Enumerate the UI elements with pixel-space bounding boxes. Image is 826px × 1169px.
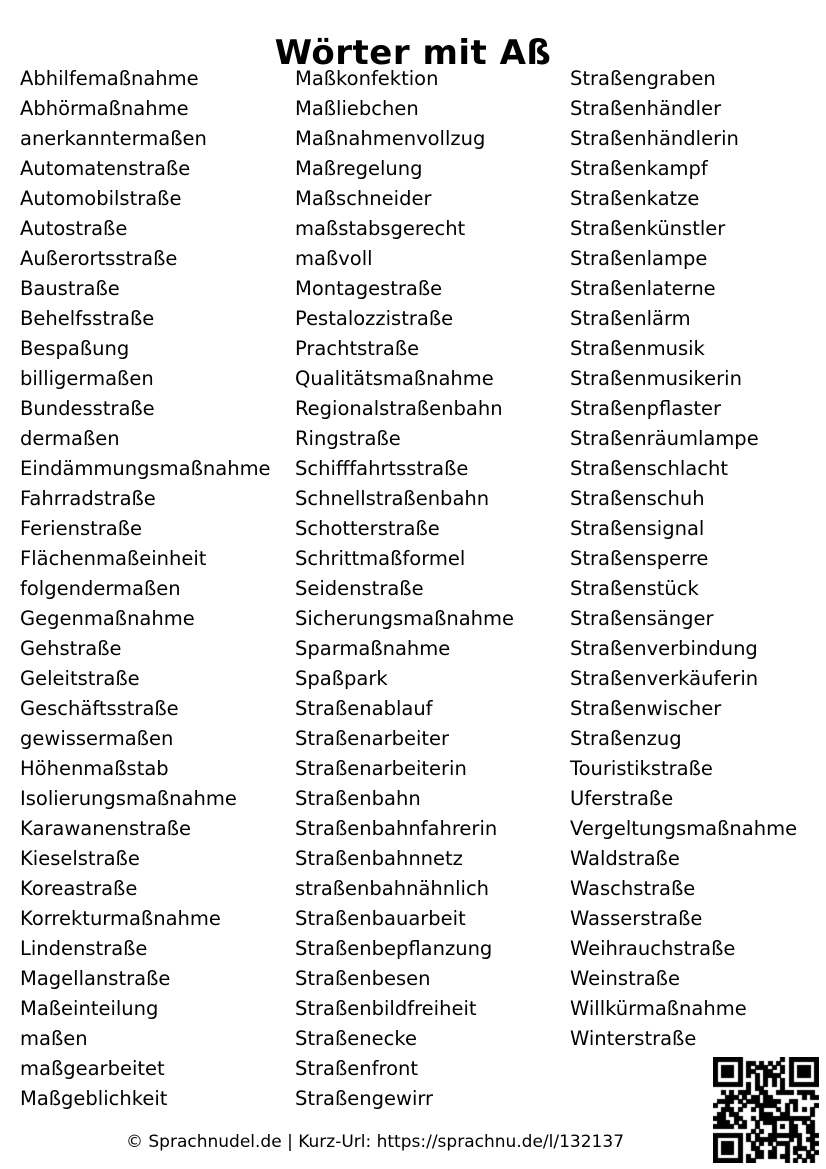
word-list-item: Straßenstück	[570, 577, 699, 600]
word-list-item: Behelfsstraße	[20, 307, 155, 330]
word-list-item: Straßenbahnfahrerin	[295, 817, 498, 840]
word-list-item: Straßenecke	[295, 1027, 417, 1050]
word-list-item: Straßenbauarbeit	[295, 907, 466, 930]
word-list-item: Koreastraße	[20, 877, 138, 900]
word-list-item: Gegenmaßnahme	[20, 607, 195, 630]
word-list-item: Maßgeblichkeit	[20, 1087, 168, 1110]
word-list-item: Automobilstraße	[20, 187, 182, 210]
word-list-item: Straßenräumlampe	[570, 427, 759, 450]
word-list-item: Montagestraße	[295, 277, 443, 300]
word-column-1	[20, 64, 295, 1114]
word-list-item: Weinstraße	[570, 967, 680, 990]
word-list-item: Straßenverkäuferin	[570, 667, 759, 690]
word-list-item: Waschstraße	[570, 877, 696, 900]
word-column-2	[295, 64, 570, 1114]
word-list-item: Vergeltungsmaßnahme	[570, 817, 798, 840]
word-list-item: Straßenbahnnetz	[295, 847, 463, 870]
word-list-item: straßenbahnähnlich	[295, 877, 490, 900]
word-list-item: Straßenkatze	[570, 187, 700, 210]
word-list-item: Uferstraße	[570, 787, 674, 810]
word-list-item: Abhörmaßnahme	[20, 97, 189, 120]
word-list-item: Straßengewirr	[295, 1087, 434, 1110]
word-list-item: Straßenhändler	[570, 97, 722, 120]
word-list-item: Waldstraße	[570, 847, 680, 870]
word-list-item: Straßenarbeiter	[295, 727, 450, 750]
word-list-item: Gehstraße	[20, 637, 122, 660]
word-list-item: Straßenfront	[295, 1057, 419, 1080]
word-list-item: Willkürmaßnahme	[570, 997, 747, 1020]
word-list-item: Wasserstraße	[570, 907, 703, 930]
word-list-item: maßen	[20, 1027, 88, 1050]
qr-code-icon	[713, 1057, 819, 1163]
word-list-item: Geschäftsstraße	[20, 697, 179, 720]
word-list-item: Straßenmusik	[570, 337, 705, 360]
word-list-item: Straßenverbindung	[570, 637, 758, 660]
word-list-item: Maßregelung	[295, 157, 423, 180]
word-list	[20, 64, 806, 1114]
word-list-item: Flächenmaßeinheit	[20, 547, 207, 570]
word-list-item: Maßschneider	[295, 187, 432, 210]
word-list-item: Korrekturmaßnahme	[20, 907, 221, 930]
word-list-item: Maßliebchen	[295, 97, 419, 120]
word-list-item: Eindämmungsmaßnahme	[20, 457, 271, 480]
word-list-item: Fahrradstraße	[20, 487, 156, 510]
word-list-item: Baustraße	[20, 277, 120, 300]
word-list-item: Schotterstraße	[295, 517, 440, 540]
word-list-item: Bespaßung	[20, 337, 130, 360]
word-list-item: Automatenstraße	[20, 157, 191, 180]
page-title: Wörter mit Aß	[274, 32, 552, 73]
word-list-item: billigermaßen	[20, 367, 154, 390]
word-list-item: folgendermaßen	[20, 577, 181, 600]
word-list-item: Straßensperre	[570, 547, 709, 570]
word-list-item: Straßenlärm	[570, 307, 691, 330]
word-list-item: Straßenkünstler	[570, 217, 726, 240]
word-list-item: Straßenbildfreiheit	[295, 997, 477, 1020]
word-list-item: Schifffahrtsstraße	[295, 457, 469, 480]
word-list-item: Straßenbahn	[295, 787, 421, 810]
word-list-item: Regionalstraßenbahn	[295, 397, 503, 420]
word-list-item: Kieselstraße	[20, 847, 140, 870]
word-list-item: Straßensignal	[570, 517, 705, 540]
word-list-item: Seidenstraße	[295, 577, 424, 600]
word-list-item: Straßenzug	[570, 727, 682, 750]
word-list-item: Maßkonfektion	[295, 67, 439, 90]
word-list-item: Geleitstraße	[20, 667, 140, 690]
word-list-item: Straßensänger	[570, 607, 714, 630]
word-list-item: Prachtstraße	[295, 337, 420, 360]
word-list-item: Isolierungsmaßnahme	[20, 787, 237, 810]
word-list-item: Qualitätsmaßnahme	[295, 367, 494, 390]
word-list-item: Schrittmaßformel	[295, 547, 466, 570]
word-list-item: Straßenmusikerin	[570, 367, 742, 390]
word-list-item: Sparmaßnahme	[295, 637, 451, 660]
word-list-item: Außerortsstraße	[20, 247, 178, 270]
word-list-item: Straßenwischer	[570, 697, 722, 720]
word-list-item: Maßeinteilung	[20, 997, 159, 1020]
word-list-item: Spaßpark	[295, 667, 388, 690]
word-list-item: Straßenkampf	[570, 157, 708, 180]
word-list-item: Pestalozzistraße	[295, 307, 454, 330]
word-list-item: maßstabsgerecht	[295, 217, 466, 240]
word-list-item: Abhilfemaßnahme	[20, 67, 199, 90]
word-list-item: Straßenschlacht	[570, 457, 728, 480]
word-list-item: Straßenschuh	[570, 487, 705, 510]
word-list-item: Ringstraße	[295, 427, 401, 450]
word-list-item: maßvoll	[295, 247, 373, 270]
word-list-item: Höhenmaßstab	[20, 757, 169, 780]
word-list-item: maßgearbeitet	[20, 1057, 165, 1080]
word-list-item: gewissermaßen	[20, 727, 174, 750]
word-list-item: Maßnahmenvollzug	[295, 127, 486, 150]
word-list-item: Autostraße	[20, 217, 128, 240]
word-list-item: Straßenhändlerin	[570, 127, 739, 150]
word-list-item: Touristikstraße	[570, 757, 713, 780]
word-list-item: Straßenlaterne	[570, 277, 716, 300]
word-list-item: dermaßen	[20, 427, 120, 450]
word-list-item: Straßenablauf	[295, 697, 433, 720]
word-list-item: Straßengraben	[570, 67, 716, 90]
word-list-item: Straßenbesen	[295, 967, 431, 990]
word-list-item: Straßenbepflanzung	[295, 937, 493, 960]
word-list-item: Karawanenstraße	[20, 817, 192, 840]
word-list-item: Sicherungsmaßnahme	[295, 607, 515, 630]
word-list-item: Straßenarbeiterin	[295, 757, 467, 780]
footer-copyright: © Sprachnudel.de | Kurz-Url: https://sprachnu.de/l/132137	[125, 1132, 625, 1152]
word-list-item: Bundesstraße	[20, 397, 155, 420]
word-list-item: Magellanstraße	[20, 967, 171, 990]
word-column-3	[570, 64, 806, 1054]
word-list-item: Winterstraße	[570, 1027, 697, 1050]
word-list-item: Schnellstraßenbahn	[295, 487, 490, 510]
word-list-item: anerkanntermaßen	[20, 127, 207, 150]
word-list-item: Weihrauchstraße	[570, 937, 736, 960]
word-list-item: Lindenstraße	[20, 937, 148, 960]
word-list-item: Ferienstraße	[20, 517, 142, 540]
word-list-item: Straßenpflaster	[570, 397, 722, 420]
word-list-item: Straßenlampe	[570, 247, 708, 270]
